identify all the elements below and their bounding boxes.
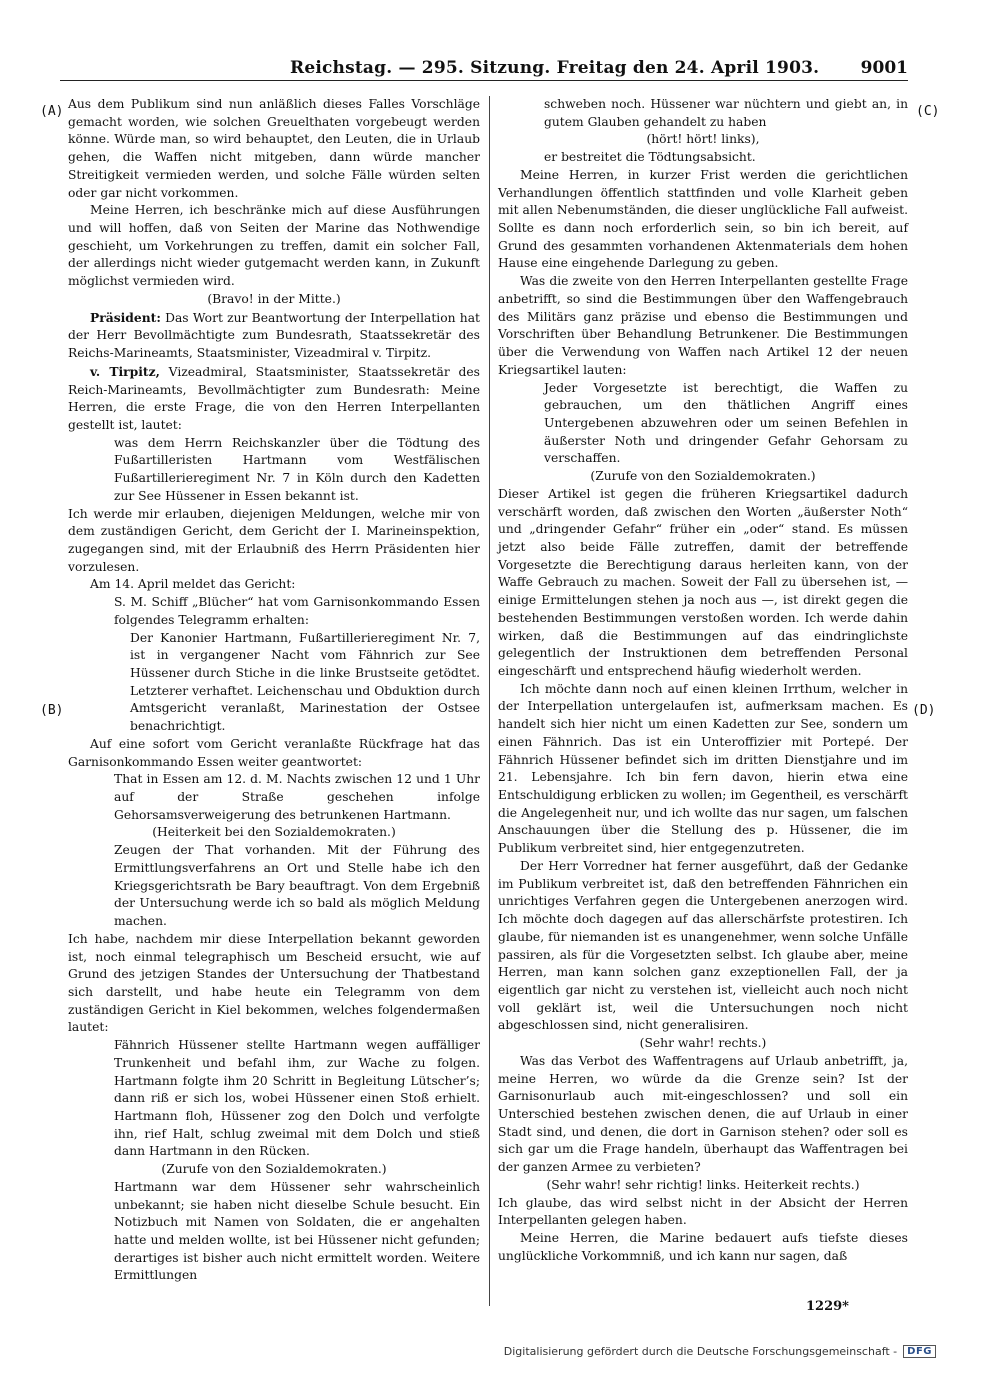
paragraph <box>114 1037 480 1161</box>
paragraph-text: (Zurufe von den Sozialdemokraten.) <box>161 1162 387 1177</box>
paragraph-text: (Heiterkeit bei den Sozialdemokraten.) <box>152 825 396 840</box>
paragraph <box>114 1179 480 1285</box>
paragraph <box>114 842 480 931</box>
paragraph <box>130 630 480 736</box>
paragraph-text: Am 14. April meldet das Gericht: <box>90 577 296 592</box>
paragraph <box>68 576 480 594</box>
paragraph <box>68 824 480 842</box>
signature-mark: 1229* <box>806 1299 849 1314</box>
paragraph <box>498 131 908 149</box>
paragraph-text: (Zurufe von den Sozialdemokraten.) <box>590 469 816 484</box>
paragraph <box>68 1161 480 1179</box>
paragraph <box>498 1053 908 1177</box>
margin-marker-c: (C) <box>916 104 940 119</box>
paragraph-text: Aus dem Publikum sind nun anläßlich dieses Falles Vorschläge gemacht worden, wie solchen Greuelthaten vorgebeugt werden könne. Würde man, so wird behauptet, den Leuten, die in Urlaub gehen, die Waffen nicht mitgeben, dann würde mancher Streitigkeit vermieden werden, und solche Fälle würden selten oder gar nicht vorkommen. <box>68 97 480 200</box>
paragraph <box>544 380 908 469</box>
left-column <box>68 96 480 1285</box>
paragraph <box>498 167 908 273</box>
paragraph-text: er bestreitet die Tödtungsabsicht. <box>544 150 756 165</box>
paragraph-text: Der Herr Vorredner hat ferner ausgeführt, daß der Gedanke im Publikum verbreitet ist, daß den betreffenden Fähnrichen ein unrichtiges Verfahren gegen die Untergebenen anerzogen wird. Ich möchte doch dagegen auf das allerschärfste protestiren. Ich glaube, für niemanden ist es unangenehmer, wenn solche Unfälle passiren, als für die Vorgesetzten selbst. Ich glaube aber, meine Herren, man kann solchen ganz exzeptionellen Fall, der ja eigentlich gar nicht zu verstehen ist, vielleicht auch noch nicht voll geklärt ist, weil die Untersuchungen noch nicht abgeschlossen sind, nicht generalisiren. <box>498 858 908 1033</box>
paragraph <box>68 309 480 363</box>
paragraph-text: Ich möchte dann noch auf einen kleinen Irrthum, welcher in der Interpellation untergelaufen ist, aufmerksam machen. Es handelt sich hier nicht um einen Kadetten zur See, sondern um einen Fähnrich. Das ist ein Unteroffizier mit Portepé. Der Fähnrich Hüssener befindet sich im dritten Dienstjahre und im 21. Lebensjahre. Ich bin fern davon, hierin etwa eine Entschuldigung erblicken zu wollen; im Gegentheil, es verschärft die Angelegenheit nur, und ich wollte das nur sagen, um falschen Anschauungen über die Stellung des p. Hüssener, die im Publikum verbreitet sind, hier entgegenzutreten. <box>498 681 908 856</box>
paragraph-text: S. M. Schiff „Blücher“ hat vom Garnisonkommando Essen folgendes Telegramm erhalten: <box>114 595 480 627</box>
paragraph <box>68 202 480 291</box>
paragraph <box>498 858 908 1035</box>
paragraph <box>498 1177 908 1195</box>
speaker-name: v. Tirpitz, <box>90 363 160 379</box>
paragraph-text: Das Wort zur Beantwortung der Interpellation hat der Herr Bevollmächtigte zum Bundesrath, Staatssekretär des Reichs-Marineamts, Staatsminister, Vizeadmiral v. Tirpitz. <box>68 310 480 361</box>
digitization-text: Digitalisierung gefördert durch die Deutsche Forschungsgemeinschaft - <box>503 1345 898 1358</box>
paragraph <box>68 291 480 309</box>
margin-marker-b: (B) <box>40 703 64 718</box>
paragraph <box>498 1230 908 1265</box>
paragraph-text: Vizeadmiral, Staatsminister, Staatssekretär des Reich-Marineamts, Bevollmächtigter zum Bundesrath: Meine Herren, die erste Frage, die von den Herren Interpellanten gestellt ist, lautet: <box>68 364 480 432</box>
paragraph <box>498 1035 908 1053</box>
paragraph <box>114 771 480 824</box>
paragraph-text: Ich glaube, das wird selbst nicht in der Absicht der Herren Interpellanten gelegen haben. <box>498 1195 908 1228</box>
paragraph <box>544 149 908 167</box>
paragraph <box>68 96 480 202</box>
paragraph <box>114 435 480 506</box>
paragraph <box>68 736 480 771</box>
margin-marker-d: (D) <box>912 703 936 718</box>
paragraph-text: (Sehr wahr! sehr richtig! links. Heiterkeit rechts.) <box>546 1177 860 1192</box>
paragraph <box>68 506 480 577</box>
paragraph-text: Was das Verbot des Waffentragens auf Urlaub anbetrifft, ja, meine Herren, wo würde da die Grenze sein? Ist der Garnisonurlaub auch mit-eingeschlossen? und soll ein Unterschied bestehen zwischen denen, die auf Urlaub in einer Stadt sind, und denen, die dort in Garnison stehen? oder soll es sich gar um die Frage handeln, überhaupt das Waffentragen bei der ganzen Armee zu verbieten? <box>498 1053 908 1175</box>
page-header <box>60 58 908 81</box>
page-number: 9001 <box>860 58 908 78</box>
paragraph-text: Ich habe, nachdem mir diese Interpellation bekannt geworden ist, noch einmal telegraphisch um Bescheid ersucht, wie auf Grund des jetzigen Standes der Untersuchung der Thatbestand sich darstellt, und habe heute ein Telegramm von dem zuständigen Gericht in Kiel bekommen, welches folgendermaßen lautet: <box>68 931 480 1035</box>
paragraph-text: Meine Herren, die Marine bedauert aufs tiefste dieses unglückliche Vorkommniß, und ich kann nur sagen, daß <box>498 1231 908 1263</box>
paragraph-text: Zeugen der That vorhanden. Mit der Führung des Ermittlungsverfahrens an Ort und Stelle habe ich den Kriegsgerichtsrath be Bary beauftragt. Von dem Ergebniß der Untersuchung werde ich so bald als möglich Meldung machen. <box>114 843 480 929</box>
paragraph <box>68 931 480 1037</box>
margin-marker-a: (A) <box>40 104 64 119</box>
paragraph <box>544 96 908 131</box>
paragraph-text: Der Kanonier Hartmann, Fußartillerieregiment Nr. 7, ist in vergangener Nacht vom Fähnrich zur See Hüssener durch Stiche in die linke Brustseite getödtet. Letzterer verhaftet. Leichenschau und Obduktion durch Amtsgericht veranlaßt, Marinestation der Ostsee benachrichtigt. <box>130 630 480 734</box>
right-column <box>498 96 908 1265</box>
paragraph-text: Hartmann war dem Hüssener sehr wahrscheinlich unbekannt; sie haben nicht dieselbe Schule besucht. Ein Notizbuch mit Namen von Soldaten, die er angehalten hatte und melden wollte, ist bei Hüssener nicht gefunden; derartiges ist bisher auch nicht ermittelt worden. Weitere Ermittlungen <box>114 1179 480 1283</box>
paragraph-text: (hört! hört! links), <box>646 132 760 147</box>
paragraph-text: Meine Herren, ich beschränke mich auf diese Ausführungen und will hoffen, daß von Seiten der Marine das Nothwendige geschieht, um Vorkehrungen zu treffen, damit ein solcher Fall, der allerdings nicht wieder gutgemacht werden kann, in Zukunft möglichst vermieden wird. <box>68 203 480 289</box>
paragraph-text: was dem Herrn Reichskanzler über die Tödtung des Fußartilleristen Hartmann vom Westfälischen Fußartillerieregiment Nr. 7 in Köln durch den Kadetten zur See Hüssener in Essen bekannt ist. <box>114 435 480 503</box>
header-title: Reichstag. — 295. Sitzung. Freitag den 24. April 1903. <box>290 58 820 78</box>
paragraph <box>114 594 480 629</box>
paragraph-text: Auf eine sofort vom Gericht veranlaßte Rückfrage hat das Garnisonkommando Essen weiter geantwortet: <box>68 736 480 769</box>
paragraph <box>498 486 908 681</box>
column-divider <box>489 96 490 1306</box>
paragraph-text: Dieser Artikel ist gegen die früheren Kriegsartikel dadurch verschärft worden, daß zwischen den Worten „äußerster Noth“ und „dringender Gefahr“ früher ein „oder“ stand. Es müssen jetzt also beide Fälle zutreffen, damit der betreffende Vorgesetzte die Berechtigung daraus herleiten kann, von der Waffe Gebrauch zu machen. Soweit der Fall zu übersehen ist, — einige Ermittelungen stehen ja noch aus —, ist direkt gegen die bestehenden Bestimmungen verstoßen worden. Ich werde dahin wirken, daß die Bestimmungen auf das eindringlichste gelegentlich der Instruktionen dem betreffenden Personal eingeschärft und entsprechend häufig wiederholt werden. <box>498 486 908 678</box>
digitization-footer <box>504 1345 936 1358</box>
paragraph <box>498 681 908 858</box>
speaker-name: Präsident: <box>90 309 161 325</box>
paragraph-text: (Bravo! in der Mitte.) <box>207 291 341 306</box>
dfg-logo: DFG <box>903 1345 936 1358</box>
paragraph <box>498 468 908 486</box>
paragraph <box>498 273 908 379</box>
paragraph <box>498 1195 908 1230</box>
paragraph <box>68 363 480 435</box>
paragraph-text: Meine Herren, in kurzer Frist werden die gerichtlichen Verhandlungen öffentlich stattfinden und volle Klarheit geben mit allen Nebenumständen, die dieser unglückliche Fall aufweist. Sollte es dann noch erforderlich sein, so bin ich bereit, auf Grund des gesammten vorhandenen Aktenmaterials dem hohen Hause eine eingehende Darlegung zu geben. <box>498 167 908 271</box>
paragraph-text: Fähnrich Hüssener stellte Hartmann wegen auffälliger Trunkenheit und befahl ihm, zur Wache zu folgen. Hartmann folgte ihm 20 Schritt in Begleitung Lütscher’s; dann riß er sich los, wobei Hüssener einen Stoß erhielt. Hartmann floh, Hüssener zog den Dolch und verfolgte ihn, rief Halt, schlug zweimal mit dem Dolch und stieß dann Hartmann in den Rücken. <box>114 1038 480 1159</box>
paragraph-text: schweben noch. Hüssener war nüchtern und giebt an, in gutem Glauben gehandelt zu haben <box>544 97 908 129</box>
paragraph-text: Ich werde mir erlauben, diejenigen Meldungen, welche mir von dem zuständigen Gericht, dem Gericht der I. Marineinspektion, zugegangen sind, mit der Erlaubniß des Herrn Präsidenten hier vorzulesen. <box>68 506 480 574</box>
paragraph-text: Was die zweite von den Herren Interpellanten gestellte Frage anbetrifft, so sind die Bestimmungen über den Waffengebrauch des Militärs ganz präzise und ebenso die Bestimmungen und Vorschriften über Behandlung Betrunkener. Die Bestimmungen über die Verwendung von Waffen nach Artikel 12 der neuen Kriegsartikel lauten: <box>498 274 908 377</box>
paragraph-text: Jeder Vorgesetzte ist berechtigt, die Waffen zu gebrauchen, um den thätlichen Angriff eines Untergebenen abzuwehren oder um seinen Befehlen in äußerster Noth und dringender Gefahr Gehorsam zu verschaffen. <box>544 380 908 466</box>
paragraph-text: That in Essen am 12. d. M. Nachts zwischen 12 und 1 Uhr auf der Straße geschehen infolge Gehorsamsverweigerung des betrunkenen Hartmann. <box>114 772 480 822</box>
paragraph-text: (Sehr wahr! rechts.) <box>639 1036 767 1051</box>
